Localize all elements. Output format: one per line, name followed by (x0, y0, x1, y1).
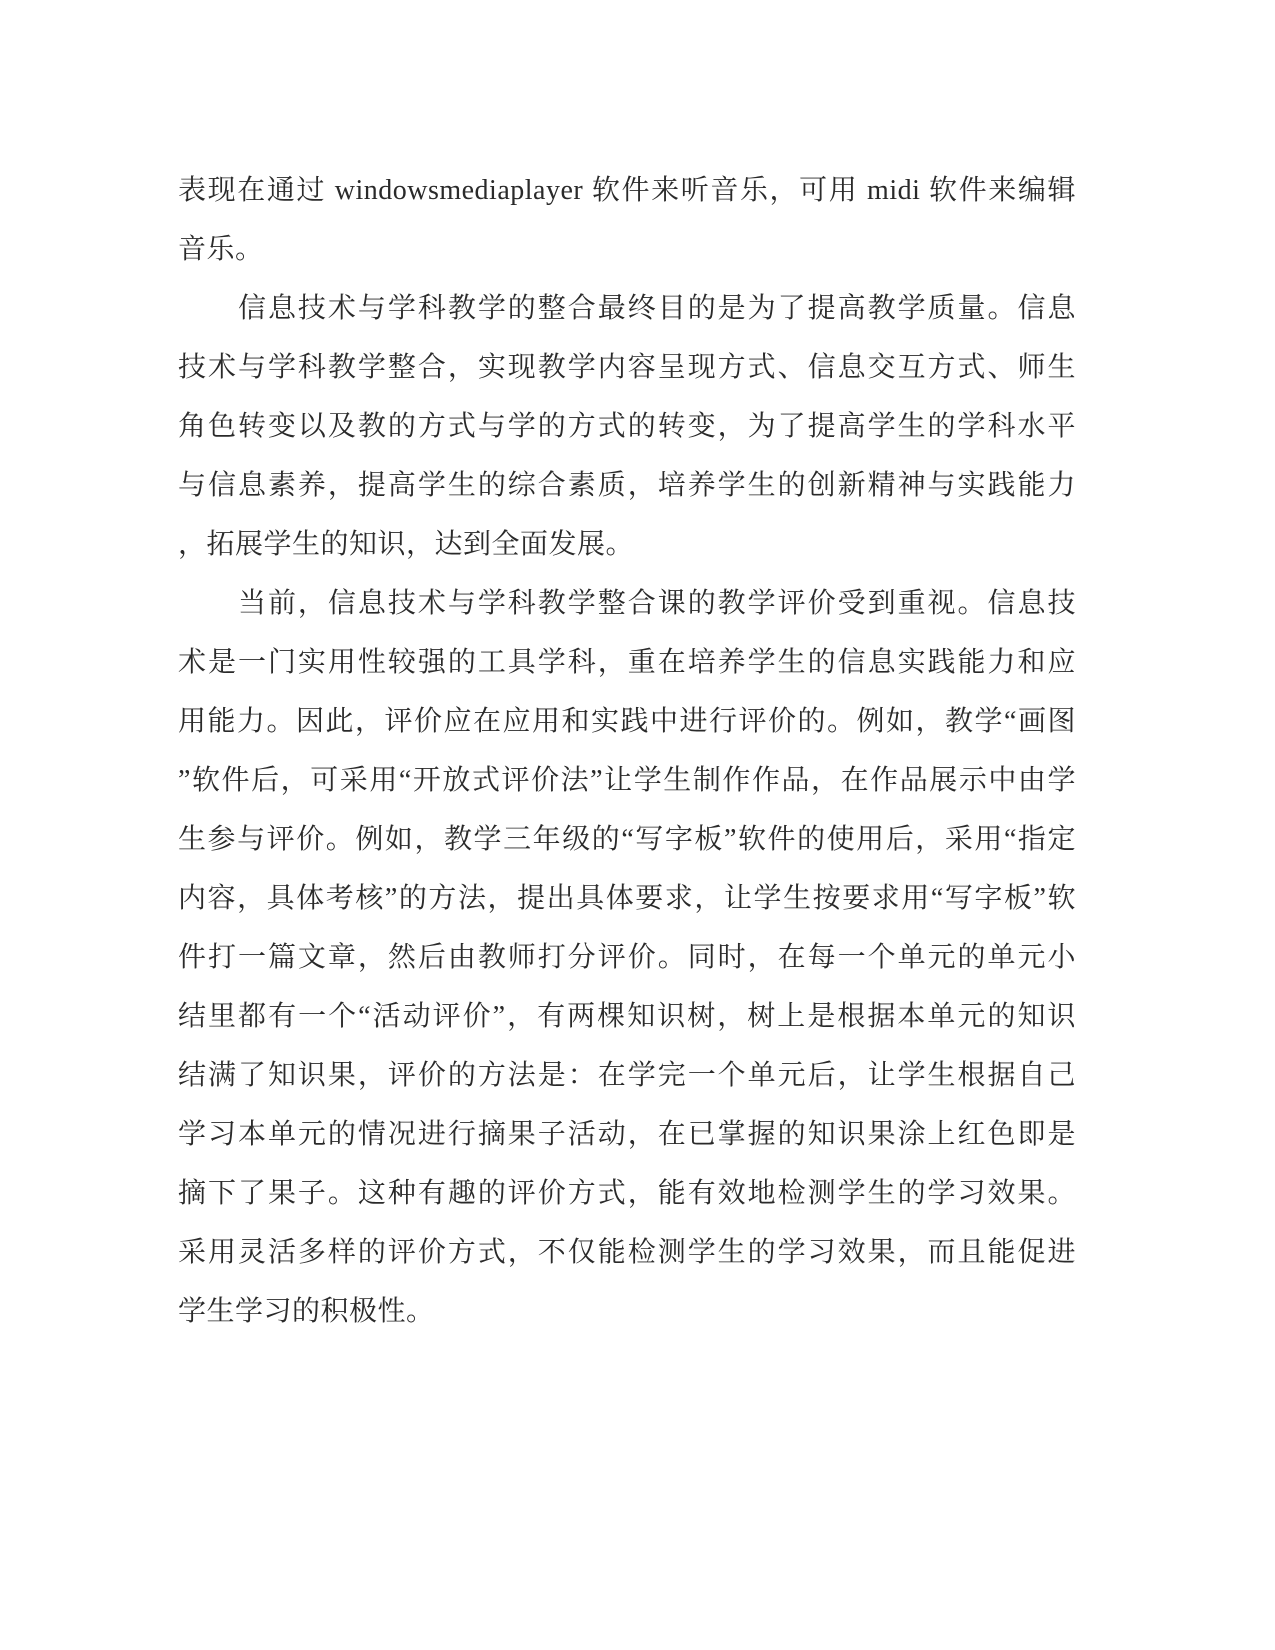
text-line: 采用灵活多样的评价方式，不仅能检测学生的学习效果，而且能促进 (178, 1237, 1076, 1268)
text-line: 用能力。因此，评价应在应用和实践中进行评价的。例如，教学“画图 (178, 706, 1076, 737)
text-line: ”软件后，可采用“开放式评价法”让学生制作作品，在作品展示中由学 (178, 765, 1076, 796)
text-line: 术是一门实用性较强的工具学科，重在培养学生的信息实践能力和应 (178, 647, 1076, 678)
document-body (178, 161, 1076, 1341)
text-line: 学习本单元的情况进行摘果子活动，在已掌握的知识果涂上红色即是 (178, 1119, 1076, 1150)
text-line: 当前，信息技术与学科教学整合课的教学评价受到重视。信息技 (178, 588, 1076, 619)
text-line: 表现在通过 windowsmediaplayer 软件来听音乐，可用 midi 软件来编辑 (178, 175, 1076, 206)
text-line: 技术与学科教学整合，实现教学内容呈现方式、信息交互方式、师生 (178, 352, 1076, 383)
paragraph-1 (178, 161, 1076, 279)
text-line: 学生学习的积极性。 (178, 1296, 435, 1327)
text-line: 生参与评价。例如，教学三年级的“写字板”软件的使用后，采用“指定 (178, 824, 1076, 855)
paragraph-3 (178, 574, 1076, 1341)
text-line: 内容，具体考核”的方法，提出具体要求，让学生按要求用“写字板”软 (178, 883, 1076, 914)
text-line: 角色转变以及教的方式与学的方式的转变，为了提高学生的学科水平 (178, 411, 1076, 442)
text-line: 结里都有一个“活动评价”，有两棵知识树，树上是根据本单元的知识 (178, 1001, 1076, 1032)
text-line: 结满了知识果，评价的方法是：在学完一个单元后，让学生根据自己 (178, 1060, 1076, 1091)
text-line: 信息技术与学科教学的整合最终目的是为了提高教学质量。信息 (178, 293, 1076, 324)
text-line: 件打一篇文章，然后由教师打分评价。同时，在每一个单元的单元小 (178, 942, 1076, 973)
text-line: 与信息素养，提高学生的综合素质，培养学生的创新精神与实践能力 (178, 470, 1076, 501)
text-line: 音乐。 (178, 234, 264, 265)
text-line: 摘下了果子。这种有趣的评价方式，能有效地检测学生的学习效果。 (178, 1178, 1076, 1209)
paragraph-2 (178, 279, 1076, 574)
text-line: ，拓展学生的知识，达到全面发展。 (178, 529, 635, 560)
